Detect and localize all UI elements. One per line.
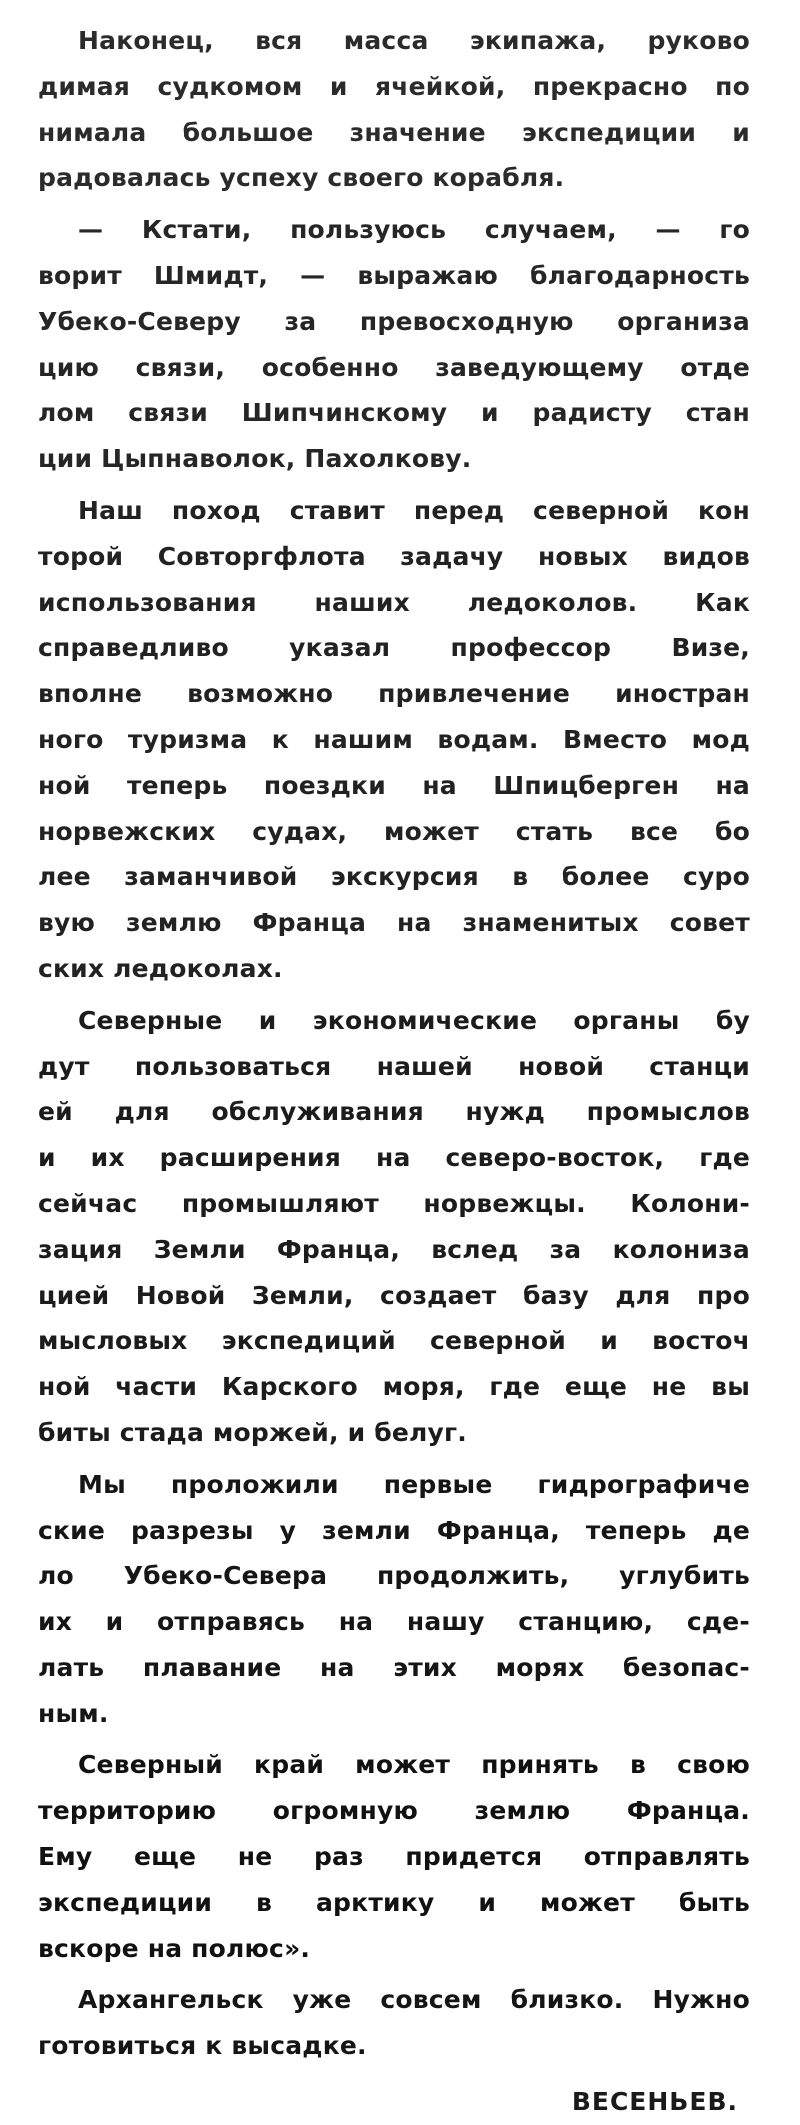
text-line: ной теперь поездки на Шпицберген на <box>38 770 750 800</box>
text-line: Северные и экономические органы бу <box>78 1005 750 1035</box>
paragraph-3 <box>38 488 750 992</box>
text-line: экспедиции в арктику и может быть <box>38 1887 750 1917</box>
text-line: мысловых экспедиций северной и восточ <box>38 1326 750 1356</box>
text-line: и их расширения на северо-восток, где <box>38 1143 750 1173</box>
text-line: дут пользоваться нашей новой станци <box>38 1051 750 1081</box>
text-line: лом связи Шипчинскому и радисту стан <box>38 398 750 428</box>
text-line: цией Новой Земли, создает базу для про <box>38 1280 750 1310</box>
text-line: лее заманчивой экскурсия в более суро <box>38 862 750 892</box>
text-line: цию связи, особенно заведующему отде <box>38 352 750 382</box>
text-line: ей для обслуживания нужд промыслов <box>38 1097 750 1127</box>
text-line: их и отправясь на нашу станцию, сде- <box>38 1607 750 1637</box>
text-line: Ему еще не раз придется отправлять <box>38 1842 750 1872</box>
text-line: ным. <box>38 1698 109 1728</box>
text-line: Наш поход ставит перед северной кон <box>78 495 750 525</box>
text-line: Архангельск уже совсем близко. Нужно <box>78 1985 750 2015</box>
text-line: использования наших ледоколов. Как <box>38 587 750 617</box>
text-line: радовалась успеху своего корабля. <box>38 163 565 193</box>
text-line: ские разрезы у земли Франца, теперь де <box>38 1515 750 1545</box>
paragraph-4 <box>38 998 750 1456</box>
text-line: готовиться к высадке. <box>38 2031 367 2061</box>
text-line: вполне возможно привлечение иностран <box>38 679 750 709</box>
text-line: справедливо указал профессор Визе, <box>38 633 750 663</box>
text-line: торой Совторгфлота задачу новых видов <box>38 541 750 571</box>
text-line: зация Земли Франца, вслед за колониза <box>38 1234 750 1264</box>
text-line: биты стада моржей, и белуг. <box>38 1417 467 1447</box>
text-line: ворит Шмидт, — выражаю благодарность <box>38 260 750 290</box>
text-line: норвежских судах, может стать все бо <box>38 816 750 846</box>
text-line: Северный край может принять в свою <box>78 1750 750 1780</box>
paragraph-5 <box>38 1462 750 1737</box>
text-line: Мы проложили первые гидрографиче <box>78 1469 750 1499</box>
paragraph-7 <box>38 1977 750 2069</box>
paragraph-2 <box>38 207 750 482</box>
text-line: нимала большое значение экспедиции и <box>38 117 750 147</box>
text-line: вую землю Франца на знаменитых совет <box>38 908 750 938</box>
text-line: ной части Карского моря, где еще не вы <box>38 1372 750 1402</box>
text-line: ских ледоколах. <box>38 953 283 983</box>
text-line: территорию огромную землю Франца. <box>38 1796 750 1826</box>
text-line: вскоре на полюс». <box>38 1933 311 1963</box>
author-signature: ВЕСЕНЬЕВ. <box>571 2087 738 2117</box>
text-line: димая судкомом и ячейкой, прекрасно по <box>38 71 750 101</box>
text-line: Наконец, вся масса экипажа, руково <box>78 26 750 55</box>
paragraph-6 <box>38 1742 750 1971</box>
text-line: ло Убеко-Севера продолжить, углубить <box>38 1561 750 1591</box>
text-line: — Кстати, пользуюсь случаем, — го <box>78 215 750 245</box>
paragraph-1 <box>38 18 750 201</box>
text-line: сейчас промышляют норвежцы. Колони- <box>38 1188 750 1218</box>
text-line: ции Цыпнаволок, Пахолкову. <box>38 444 472 474</box>
text-line: Убеко-Северу за превосходную организа <box>38 306 750 336</box>
article-column <box>38 18 750 2125</box>
text-line: ного туризма к нашим водам. Вместо мод <box>38 724 750 754</box>
text-line: лать плавание на этих морях безопас- <box>38 1652 750 1682</box>
